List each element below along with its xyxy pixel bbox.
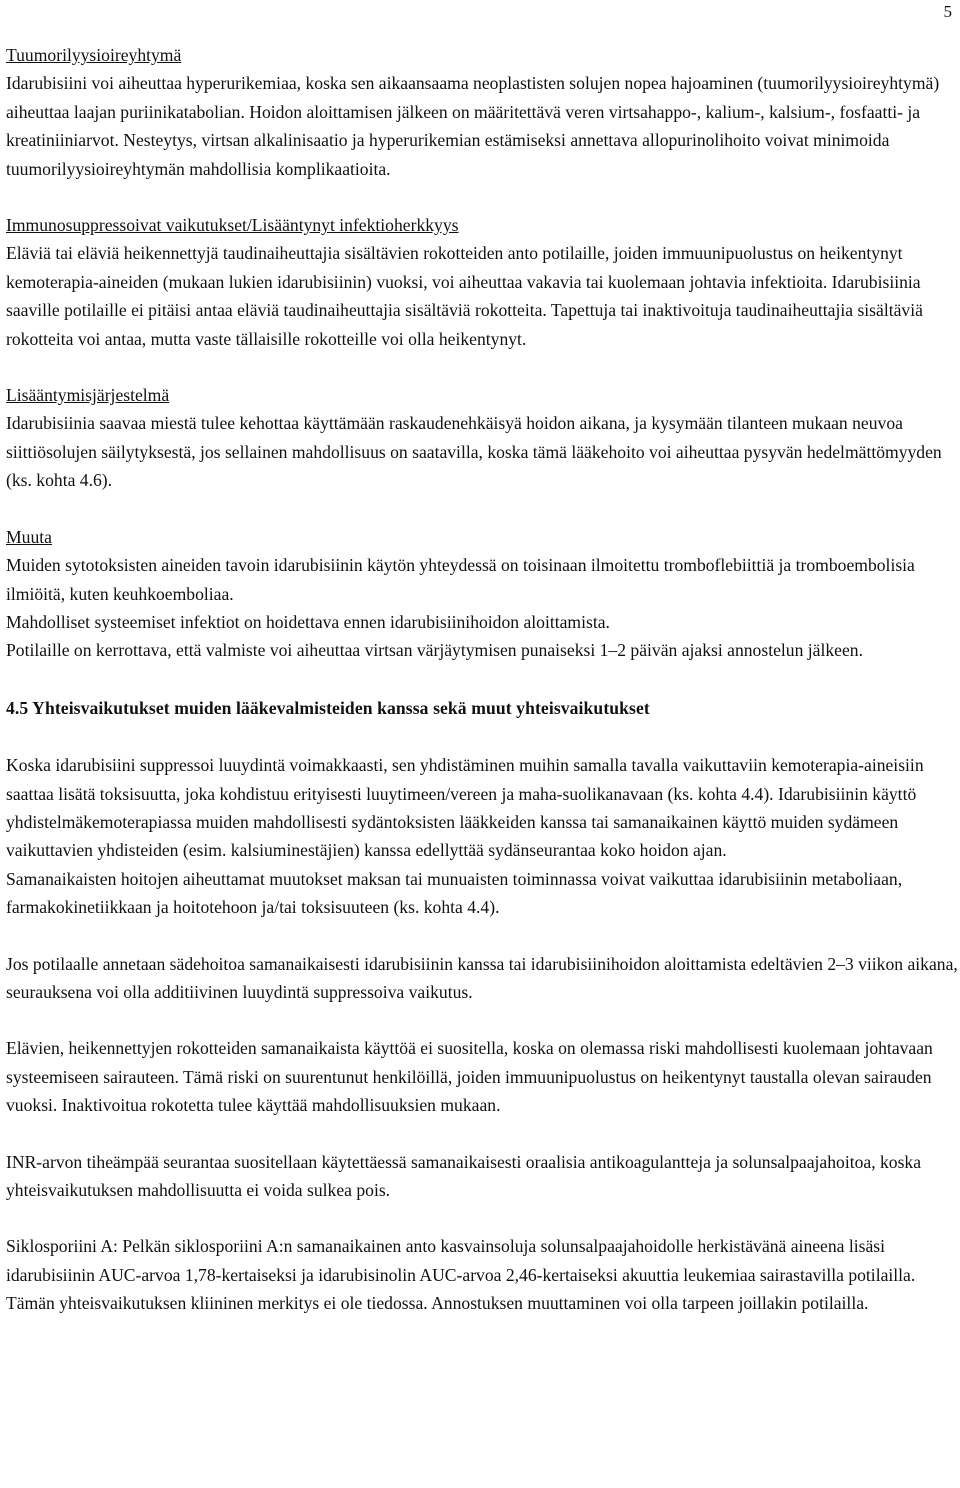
paragraph: Mahdolliset systeemiset infektiot on hoidettava ennen idarubisiinihoidon aloittamista. [6, 611, 610, 632]
paragraph: Idarubisiinia saavaa miestä tulee kehottaa käyttämään raskaudenehkäisyä hoidon aikana, ja kysymään tilanteen mukaan neuvoa siittiösolujen säilytyksestä, jos sellainen mahdollisuus on saatavilla, koska tämä lääkehoito voi aiheuttaa pysyvän hedelmättömyyden (ks. kohta 4.6). [6, 413, 942, 491]
section-heading: Tuumorilyysioireyhtymä [6, 45, 182, 65]
paragraph: Eläviä tai eläviä heikennettyjä taudinaiheuttajia sisältävien rokotteiden anto potilaille, joiden immuunipuolustus on heikentynyt kemoterapia-aineiden (mukaan lukien idarubisiinin) vuoksi, voi aiheuttaa vakavia tai kuolemaan johtavia infektioita. Idarubisiinia saaville potilaille ei pitäisi antaa eläviä taudinaiheuttajia sisältäviä rokotteita. Tapettuja tai inaktivoituja taudinaiheuttajia sisältäviä rokotteita voi antaa, mutta vaste tällaisille rokotteille voi olla heikentynyt. [6, 243, 923, 349]
paragraph: Idarubisiini voi aiheuttaa hyperurikemiaa, koska sen aikaansaama neoplastisten solujen nopea hajoaminen (tuumorilyysioireyhtymä) aiheuttaa laajan puriinikatabolian. Hoidon aloittamisen jälkeen on määritettävä veren virtsahappo-, kalium-, kalsium-, fosfaatti- ja kreatiniiniarvot. Nesteytys, virtsan alkalinisaatio ja hyperurikemian estämiseksi annettava allopurinolihoito voivat minimoida tuumorilyysioireyhtymän mahdollisia komplikaatioita. [6, 73, 940, 179]
section-interactions [6, 694, 958, 1318]
section-tumor-lysis [6, 41, 958, 183]
paragraph: Siklosporiini A: Pelkän siklosporiini A:n samanaikainen anto kasvainsoluja solunsalpaajahoidolle herkistävänä aineena lisäsi idarubisiinin AUC-arvoa 1,78-kertaiseksi ja idarubisinolin AUC-arvoa 2,46-kertaiseksi akuuttia leukemiaa sairastavilla potilailla. Tämän yhteisvaikutuksen kliininen merkitys ei ole tiedossa. Annostuksen muuttaminen voi olla tarpeen joillakin potilailla. [6, 1236, 916, 1314]
paragraph: Muiden sytotoksisten aineiden tavoin idarubisiinin käytön yhteydessä on toisinaan ilmoitettu tromboflebiittiä ja tromboembolisia ilmiöitä, kuten keuhkoemboliaa. [6, 555, 915, 604]
page-number: 5 [943, 2, 952, 21]
paragraph: Potilaille on kerrottava, että valmiste voi aiheuttaa virtsan värjäytymisen punaiseksi 1–2 päivän ajaksi annostelun jälkeen. [6, 640, 863, 661]
paragraph: Jos potilaalle annetaan sädehoitoa samanaikaisesti idarubisiinin kanssa tai idarubisiinihoidon aloittamista edeltävien 2–3 viikon aikana, seurauksena voi olla additiivinen luuydintä suppressoiva vaikutus. [6, 953, 958, 1002]
section-other [6, 523, 958, 665]
section-heading: Muuta [6, 526, 52, 547]
paragraph: Samanaikaisten hoitojen aiheuttamat muutokset maksan tai munuaisten toiminnassa voivat vaikuttaa idarubisiinin metaboliaan, farmakokinetiikkaan ja hoitotehoon ja/tai toksisuuteen (ks. kohta 4.4). [6, 868, 903, 918]
paragraph: Koska idarubisiini suppressoi luuydintä voimakkaasti, sen yhdistäminen muihin samalla tavalla vaikuttaviin kemoterapia-aineisiin saattaa lisätä toksisuutta, joka kohdistuu erityisesti luuytimeen/vereen ja maha-suolikanavaan (ks. kohta 4.4). Idarubisiinin käyttö yhdistelmäkemoterapiassa muiden mahdollisesti sydäntoksisten lääkkeiden kanssa tai samanaikainen käyttö muiden sydämeen vaikuttavien yhdisteiden (esim. kalsiuminestäjien) kanssa edellyttää sydänseurantaa koko hoidon ajan. [6, 755, 924, 861]
paragraph: INR-arvon tiheämpää seurantaa suositellaan käytettäessä samanaikaisesti oraalisia antikoagulantteja ja solunsalpaajahoitoa, koska yhteisvaikutuksen mahdollisuutta ei voida sulkea pois. [6, 1151, 922, 1200]
section-heading: Lisääntymisjärjestelmä [6, 385, 170, 406]
document-page [6, 41, 958, 1318]
section-reproductive-system [6, 381, 958, 495]
section-immunosuppression [6, 211, 958, 353]
section-title: 4.5 Yhteisvaikutukset muiden lääkevalmisteiden kanssa sekä muut yhteisvaikutukset [6, 697, 650, 718]
paragraph: Elävien, heikennettyjen rokotteiden samanaikaista käyttöä ei suositella, koska on olemassa riski mahdollisesti kuolemaan johtavaan systeemiseen sairauteen. Tämä riski on suurentunut henkilöillä, joiden immuunipuolustus on heikentynyt taustalla olevan sairauden vuoksi. Inaktivoitua rokotetta tulee käyttää mahdollisuuksien mukaan. [6, 1038, 933, 1116]
section-heading: Immunosuppressoivat vaikutukset/Lisääntynyt infektioherkkyys [6, 215, 459, 236]
